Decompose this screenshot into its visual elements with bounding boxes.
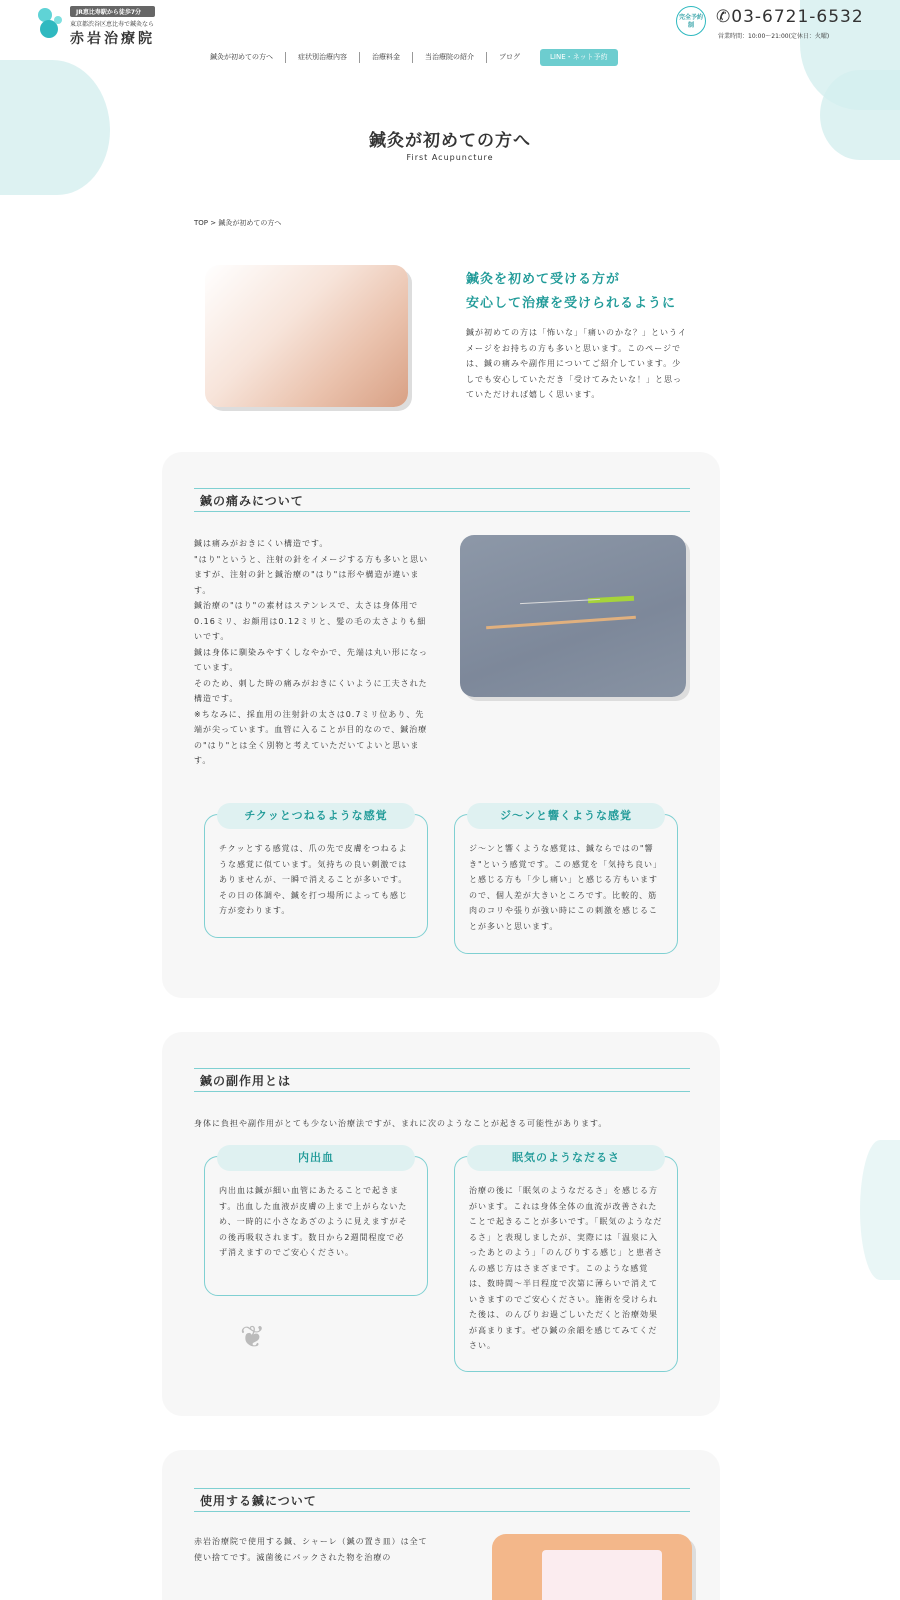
sensation-card: [204, 809, 428, 938]
leaf-decor-icon: ❦: [240, 1320, 266, 1355]
nav-reserve-button[interactable]: LINE・ネット予約: [540, 49, 618, 66]
side-effect-card: [204, 1151, 428, 1296]
acupuncture-photo: [205, 265, 408, 407]
card-text: 治療の後に「眠気のようなだるさ」を感じる方がいます。これは身体全体の血流が改善されたことで起きることが多いです。「眠気のようなだるさ」と表現しましたが、実際には「温泉に入ったあとのよう」「のんびりする感じ」と患者さんの感じ方はさまざまです。このような感覚は、数時間〜半日程度で次第に薄らいで消えていきますのでご安心ください。施術を受けられた後は、のんびりお過ごしいただくと治療効果が高まります。ぜひ鍼の余韻を感じてみてください。: [469, 1186, 663, 1350]
section-heading: 使用する鍼について: [194, 1488, 690, 1512]
needles-section: [162, 1450, 720, 1600]
clinic-name: 赤岩治療院: [70, 31, 155, 47]
page-title: 鍼灸が初めての方へ: [369, 131, 531, 151]
nav-pricing[interactable]: 治療料金: [359, 52, 412, 63]
card-title: 内出血: [217, 1145, 415, 1171]
reservation-badge: 完全予約制: [676, 6, 706, 36]
site-header: [0, 0, 900, 70]
intro-text: 鍼が初めての方は「怖いな」「痛いのかな？」というイメージをお持ちの方も多いと思います。このページでは、鍼の痛みや副作用についてご紹介しています。少しでも安心していただき「受けてみたいな！」と思っていただければ嬉しく思います。: [466, 328, 687, 399]
section-heading: 鍼の痛みについて: [194, 488, 690, 512]
logo-mark-icon: [26, 6, 64, 40]
side-effects-intro: 身体に負担や副作用がとても少ない治療法ですが、まれに次のようなことが起きる可能性があります。: [194, 1119, 608, 1128]
nav-about[interactable]: 当治療院の紹介: [412, 52, 486, 63]
card-text: 内出血は鍼が細い血管にあたることで起きます。出血した血液が皮膚の上まで上がらないため、一時的に小さなあざのように見えますがその後再吸収されます。数日から2週間程度で必ず消えますのでご安心ください。: [219, 1186, 408, 1257]
nav-blog[interactable]: ブログ: [486, 52, 532, 63]
decor-blob: [860, 1140, 900, 1280]
sensation-card: [454, 809, 678, 954]
needles-photo: [460, 535, 686, 697]
card-title: 眠気のようなだるさ: [467, 1145, 665, 1171]
phone-icon: ✆: [716, 7, 732, 27]
phone-number[interactable]: ✆03-6721-6532: [716, 7, 864, 27]
petri-dish-photo: [492, 1534, 692, 1600]
side-effects-section: [162, 1032, 720, 1416]
intro-lead: 鍼灸を初めて受ける方が 安心して治療を受けられるように: [466, 272, 677, 311]
breadcrumb[interactable]: TOP > 鍼灸が初めての方へ: [194, 219, 282, 227]
logo[interactable]: [26, 6, 155, 48]
card-title: ジ〜ンと響くような感覚: [467, 803, 665, 829]
card-text: ジ〜ンと響くような感覚は、鍼ならではの"響き"という感覚です。この感覚を「気持ち良い」と感じる方も「少し痛い」と感じる方もいますので、個人差が大きいところです。比較的、筋肉のコリや張りが強い時にこの刺激を感じることが多いと思います。: [469, 844, 663, 931]
card-text: チクッとする感覚は、爪の先で皮膚をつねるような感覚に似ています。気持ちの良い刺激ではありませんが、一瞬で消えることが多いです。その日の体調や、鍼を打つ場所によっても感じ方が変わります。: [219, 844, 408, 915]
needles-text: 赤岩治療院で使用する鍼、シャーレ（鍼の置き皿）は全て使い捨てです。滅菌後にパックされた物を治療の: [194, 1537, 428, 1562]
pain-text: 鍼は痛みがおきにくい構造です。 "はり"というと、注射の針をイメージする方も多いと思いますが、注射の針と鍼治療の"はり"は形や構造が違います。 鍼治療の"はり"の素材はステンレスで、太さは身体用で0.16ミリ、お顔用は0.12ミリと、髪の毛の太さよりも細いです。 鍼は身体に馴染みやすくしなやかで、先端は丸い形になっています。 そのため、刺した時の痛みがおきにくいように工夫された構造です。 ※ちなみに、採血用の注射針の太さは0.7ミリ位あり、先端が尖っています。血管に入ることが目的なので、鍼治療の"はり"とは全く別物と考えていただいてよいと思います。: [194, 539, 429, 765]
business-hours: 営業時間：10:00〜21:00(定休日：火曜): [718, 33, 830, 40]
side-effect-card: [454, 1151, 678, 1372]
nav-first-time[interactable]: 鍼灸が初めての方へ: [210, 53, 273, 61]
main-nav: [198, 49, 618, 66]
access-badge: JR恵比寿駅から徒歩7分: [70, 6, 155, 17]
pain-section: [162, 452, 720, 998]
section-heading: 鍼の副作用とは: [194, 1068, 690, 1092]
nav-treatments[interactable]: 症状別治療内容: [285, 52, 359, 63]
tagline: 東京都渋谷区恵比寿で鍼灸なら: [70, 21, 155, 28]
card-title: チクッとつねるような感覚: [217, 803, 415, 829]
page-subtitle: First Acupuncture: [406, 153, 494, 162]
